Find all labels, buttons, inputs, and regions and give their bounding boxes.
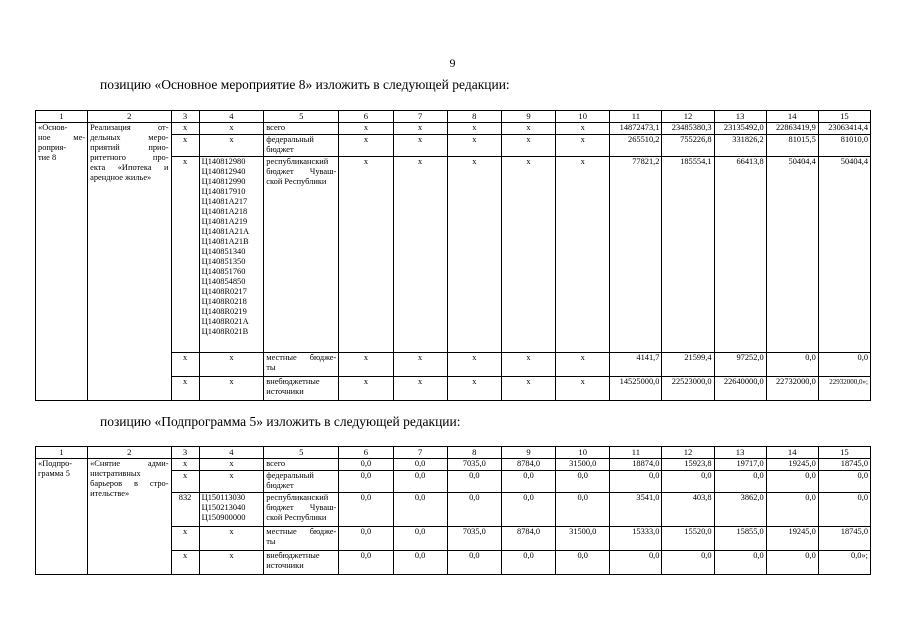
column-number-header: 3 xyxy=(171,111,199,123)
year-value-cell: 0,0 xyxy=(818,471,870,493)
program-title-line: барьеров в стро- xyxy=(90,479,169,488)
administrator-code-cell: x xyxy=(171,377,199,401)
year-value-cell: 3541,0 xyxy=(610,493,662,527)
funding-source-line: внебюджетные xyxy=(266,551,320,560)
budget-code-line: Ц140854850 xyxy=(201,277,246,286)
year-value-cell: 14525000,0 xyxy=(610,377,662,401)
year-value-cell: 0,0 xyxy=(339,493,393,527)
funding-source-cell xyxy=(264,353,339,377)
funding-source-line: бюджет xyxy=(266,145,294,154)
year-value-cell: 22523000,0 xyxy=(662,377,714,401)
year-value-cell: 15520,0 xyxy=(662,527,714,551)
status-name-line: грамма 5 xyxy=(38,469,70,478)
column-number-header: 4 xyxy=(199,111,264,123)
year-value-cell: x xyxy=(556,353,610,377)
year-value-cell: 0,0 xyxy=(818,493,870,527)
status-name-cell xyxy=(36,123,88,401)
budget-code-line: Ц140812980 xyxy=(201,157,246,166)
year-value-cell: 19245,0 xyxy=(766,459,818,471)
budget-code-line: Ц1408R021А xyxy=(201,317,249,326)
column-number-header: 9 xyxy=(501,447,555,459)
year-value-cell: x xyxy=(339,135,393,157)
budget-code-line: Ц1408R0219 xyxy=(201,307,247,316)
year-value-cell: 15923,8 xyxy=(662,459,714,471)
funding-source-line: ты xyxy=(266,537,276,546)
year-value-cell: 0,0 xyxy=(501,551,555,575)
year-value-cell: 0,0 xyxy=(662,551,714,575)
administrator-code-cell: x xyxy=(171,353,199,377)
funding-source-cell xyxy=(264,123,339,135)
program-title-cell xyxy=(88,459,171,575)
year-value-cell: x xyxy=(556,377,610,401)
year-value-cell: 0,0 xyxy=(714,551,766,575)
column-number-header: 15 xyxy=(818,111,870,123)
year-value-cell: 66413,8 xyxy=(714,157,766,353)
year-value-cell: x xyxy=(339,353,393,377)
column-number-header: 12 xyxy=(662,111,714,123)
year-value-cell: x xyxy=(447,353,501,377)
year-value-cell: 19717,0 xyxy=(714,459,766,471)
status-name-line: «Подпро- xyxy=(38,459,73,468)
year-value-cell: 0,0 xyxy=(393,471,447,493)
year-value-cell: 50404,4 xyxy=(766,157,818,353)
table-header-row xyxy=(36,447,871,459)
funding-source-cell xyxy=(264,551,339,575)
column-number-header: 5 xyxy=(264,447,339,459)
budget-code-line: Ц14081А218 xyxy=(201,207,248,216)
funding-source-line: ской Республики xyxy=(266,513,327,522)
funding-source-cell xyxy=(264,135,339,157)
administrator-code-cell: x xyxy=(171,135,199,157)
column-number-header: 15 xyxy=(818,447,870,459)
budget-classification-code-cell: x xyxy=(199,123,264,135)
funding-source-line: всего xyxy=(266,459,286,468)
administrator-code-cell: x xyxy=(171,123,199,135)
year-value-cell: 331826,2 xyxy=(714,135,766,157)
column-number-header: 5 xyxy=(264,111,339,123)
year-value-cell: 15333,0 xyxy=(610,527,662,551)
year-value-cell: 22640000,0 xyxy=(714,377,766,401)
year-value-cell: x xyxy=(393,123,447,135)
budget-classification-code-cell: x xyxy=(199,459,264,471)
table-row xyxy=(36,459,871,471)
column-number-header: 6 xyxy=(339,111,393,123)
status-name-line: ное ме- xyxy=(38,133,86,142)
budget-classification-code-cell: x xyxy=(199,377,264,401)
year-value-cell: 7035,0 xyxy=(447,459,501,471)
year-value-cell: 4141,7 xyxy=(610,353,662,377)
budget-classification-code-cell: x xyxy=(199,551,264,575)
program-title-line: арендное жилье» xyxy=(90,173,152,182)
administrator-code-cell: x xyxy=(171,459,199,471)
column-number-header: 7 xyxy=(393,447,447,459)
program-title-line: Реализация от- xyxy=(90,123,169,132)
year-value-cell: 0,0 xyxy=(447,493,501,527)
year-value-cell: x xyxy=(501,353,555,377)
year-value-cell: 0,0 xyxy=(393,551,447,575)
year-value-cell: x xyxy=(501,377,555,401)
year-value-cell: 0,0»; xyxy=(818,551,870,575)
budget-code-line: Ц140851760 xyxy=(201,267,246,276)
year-value-cell: 23135492,0 xyxy=(714,123,766,135)
table-subprogram-5 xyxy=(35,446,871,575)
section-1-intro: позицию «Основное мероприятие 8» изложить в следующей редакции: xyxy=(100,77,510,92)
year-value-cell: 0,0 xyxy=(818,353,870,377)
year-value-cell: x xyxy=(393,377,447,401)
column-number-header: 1 xyxy=(36,447,88,459)
status-name-line: «Основ- xyxy=(38,123,68,132)
year-value-cell: 0,0 xyxy=(339,471,393,493)
year-value-cell: x xyxy=(447,135,501,157)
year-value-cell: 21599,4 xyxy=(662,353,714,377)
year-value-cell: 50404,4 xyxy=(818,157,870,353)
status-name-cell xyxy=(36,459,88,575)
funding-source-cell xyxy=(264,157,339,353)
column-number-header: 7 xyxy=(393,111,447,123)
year-value-cell: 0,0 xyxy=(714,471,766,493)
year-value-cell: 0,0 xyxy=(610,551,662,575)
budget-code-line: Ц140851350 xyxy=(201,257,246,266)
year-value-cell: 0,0 xyxy=(393,459,447,471)
year-value-cell: 22732000,0 xyxy=(766,377,818,401)
year-value-cell: 97252,0 xyxy=(714,353,766,377)
column-number-header: 13 xyxy=(714,447,766,459)
funding-source-line: источники xyxy=(266,561,304,570)
year-value-cell: 8784,0 xyxy=(501,459,555,471)
year-value-cell: x xyxy=(339,157,393,353)
budget-code-line: Ц140812990 xyxy=(201,177,246,186)
year-value-cell: x xyxy=(501,123,555,135)
year-value-cell: 265510,2 xyxy=(610,135,662,157)
year-value-cell: 18745,0 xyxy=(818,459,870,471)
funding-source-cell xyxy=(264,471,339,493)
funding-source-line: местные бюдже- xyxy=(266,527,337,536)
year-value-cell: 0,0 xyxy=(501,471,555,493)
year-value-cell: x xyxy=(393,353,447,377)
year-value-cell: x xyxy=(556,157,610,353)
funding-source-cell xyxy=(264,459,339,471)
year-value-cell: 0,0 xyxy=(766,353,818,377)
column-number-header: 12 xyxy=(662,447,714,459)
budget-code-line: Ц1408R021В xyxy=(201,327,249,336)
funding-source-line: федеральный xyxy=(266,135,314,144)
year-value-cell: 0,0 xyxy=(447,551,501,575)
year-value-cell: x xyxy=(393,135,447,157)
administrator-code-cell: x xyxy=(171,157,199,353)
column-number-header: 3 xyxy=(171,447,199,459)
funding-source-line: федеральный xyxy=(266,471,314,480)
budget-code-line: Ц1408R0217 xyxy=(201,287,247,296)
year-value-cell: 23485380,3 xyxy=(662,123,714,135)
year-value-cell: 0,0 xyxy=(556,493,610,527)
funding-source-cell xyxy=(264,493,339,527)
year-value-cell: 23063414,4 xyxy=(818,123,870,135)
year-value-cell: 22932000,0»; xyxy=(818,377,870,401)
status-name-line: роприя- xyxy=(38,143,67,152)
year-value-cell: 18745,0 xyxy=(818,527,870,551)
year-value-cell: 0,0 xyxy=(339,459,393,471)
year-value-cell: 0,0 xyxy=(339,551,393,575)
funding-source-line: всего xyxy=(266,123,286,132)
table-row xyxy=(36,123,871,135)
budget-code-line: Ц14081А219 xyxy=(201,217,248,226)
page-number: 9 xyxy=(449,56,456,70)
program-title-line: ритетного про- xyxy=(90,153,169,162)
funding-source-line: бюджет xyxy=(266,481,294,490)
column-number-header: 8 xyxy=(447,447,501,459)
column-number-header: 6 xyxy=(339,447,393,459)
year-value-cell: 77821,2 xyxy=(610,157,662,353)
year-value-cell: 19245,0 xyxy=(766,527,818,551)
year-value-cell: x xyxy=(339,123,393,135)
column-number-header: 4 xyxy=(199,447,264,459)
program-title-line: ительстве» xyxy=(90,489,130,498)
administrator-code-cell: x xyxy=(171,551,199,575)
year-value-cell: x xyxy=(501,157,555,353)
year-value-cell: x xyxy=(447,377,501,401)
column-number-header: 13 xyxy=(714,111,766,123)
year-value-cell: 14872473,1 xyxy=(610,123,662,135)
funding-source-cell xyxy=(264,527,339,551)
year-value-cell: x xyxy=(501,135,555,157)
year-value-cell: 0,0 xyxy=(766,551,818,575)
year-value-cell: x xyxy=(447,123,501,135)
year-value-cell: 0,0 xyxy=(766,471,818,493)
year-value-cell: 0,0 xyxy=(447,471,501,493)
budget-classification-code-cell xyxy=(199,493,264,527)
budget-code-line: Ц150113030 xyxy=(201,493,246,502)
year-value-cell: 403,8 xyxy=(662,493,714,527)
funding-source-line: ты xyxy=(266,363,276,372)
year-value-cell: 185554,1 xyxy=(662,157,714,353)
year-value-cell: 0,0 xyxy=(556,551,610,575)
year-value-cell: 31500,0 xyxy=(556,527,610,551)
year-value-cell: 0,0 xyxy=(393,527,447,551)
program-title-cell xyxy=(88,123,171,401)
year-value-cell: 22863419,9 xyxy=(766,123,818,135)
funding-source-line: ской Республики xyxy=(266,177,327,186)
budget-code-line: Ц140851340 xyxy=(201,247,246,256)
section-2-intro: позицию «Подпрограмма 5» изложить в следующей редакции: xyxy=(100,414,461,429)
column-number-header: 14 xyxy=(766,447,818,459)
budget-code-line: Ц14081А217 xyxy=(201,197,248,206)
year-value-cell: 7035,0 xyxy=(447,527,501,551)
budget-classification-code-cell: x xyxy=(199,353,264,377)
budget-classification-code-cell: x xyxy=(199,471,264,493)
budget-code-line: Ц14081А21А xyxy=(201,227,250,236)
funding-source-line: бюджет Чуваш- xyxy=(266,167,337,176)
budget-code-line: Ц140817910 xyxy=(201,187,246,196)
column-number-header: 10 xyxy=(556,447,610,459)
year-value-cell: 3862,0 xyxy=(714,493,766,527)
budget-code-line: Ц14081А21В xyxy=(201,237,249,246)
column-number-header: 11 xyxy=(610,111,662,123)
year-value-cell: 81015,5 xyxy=(766,135,818,157)
column-number-header: 2 xyxy=(88,111,171,123)
funding-source-line: бюджет Чуваш- xyxy=(266,503,337,512)
program-title-line: екта «Ипотека и xyxy=(90,163,169,172)
year-value-cell: 0,0 xyxy=(610,471,662,493)
program-title-line: дельных меро- xyxy=(90,133,169,142)
year-value-cell: 0,0 xyxy=(339,527,393,551)
year-value-cell: x xyxy=(447,157,501,353)
funding-source-cell xyxy=(264,377,339,401)
column-number-header: 10 xyxy=(556,111,610,123)
funding-source-line: местные бюдже- xyxy=(266,353,337,362)
budget-code-line: Ц150900000 xyxy=(201,513,246,522)
year-value-cell: x xyxy=(339,377,393,401)
year-value-cell: 8784,0 xyxy=(501,527,555,551)
year-value-cell: 18874,0 xyxy=(610,459,662,471)
column-number-header: 9 xyxy=(501,111,555,123)
budget-code-line: Ц150213040 xyxy=(201,503,246,512)
year-value-cell: 0,0 xyxy=(556,471,610,493)
budget-code-line: Ц140812940 xyxy=(201,167,246,176)
table-header-row xyxy=(36,111,871,123)
column-number-header: 2 xyxy=(88,447,171,459)
budget-classification-code-cell: x xyxy=(199,527,264,551)
year-value-cell: x xyxy=(556,135,610,157)
funding-source-line: республиканский xyxy=(266,157,329,166)
column-number-header: 11 xyxy=(610,447,662,459)
status-name-line: тие 8 xyxy=(38,153,57,162)
budget-classification-code-cell xyxy=(199,157,264,353)
year-value-cell: 31500,0 xyxy=(556,459,610,471)
table-main-activity-8 xyxy=(35,110,871,401)
year-value-cell: 15855,0 xyxy=(714,527,766,551)
program-title-line: нистративных xyxy=(90,469,141,478)
year-value-cell: 0,0 xyxy=(501,493,555,527)
column-number-header: 8 xyxy=(447,111,501,123)
year-value-cell: 0,0 xyxy=(766,493,818,527)
year-value-cell: x xyxy=(556,123,610,135)
year-value-cell: 0,0 xyxy=(662,471,714,493)
administrator-code-cell: x xyxy=(171,471,199,493)
column-number-header: 1 xyxy=(36,111,88,123)
funding-source-line: внебюджетные xyxy=(266,377,320,386)
year-value-cell: x xyxy=(393,157,447,353)
budget-code-line: Ц1408R0218 xyxy=(201,297,247,306)
administrator-code-cell: x xyxy=(171,527,199,551)
year-value-cell: 81010,0 xyxy=(818,135,870,157)
column-number-header: 14 xyxy=(766,111,818,123)
program-title-line: «Снятие адми- xyxy=(90,459,169,468)
year-value-cell: 755226,8 xyxy=(662,135,714,157)
funding-source-line: республиканский xyxy=(266,493,329,502)
budget-classification-code-cell: x xyxy=(199,135,264,157)
program-title-line: приятий прио- xyxy=(90,143,169,152)
funding-source-line: источники xyxy=(266,387,304,396)
administrator-code-cell: 832 xyxy=(171,493,199,527)
year-value-cell: 0,0 xyxy=(393,493,447,527)
